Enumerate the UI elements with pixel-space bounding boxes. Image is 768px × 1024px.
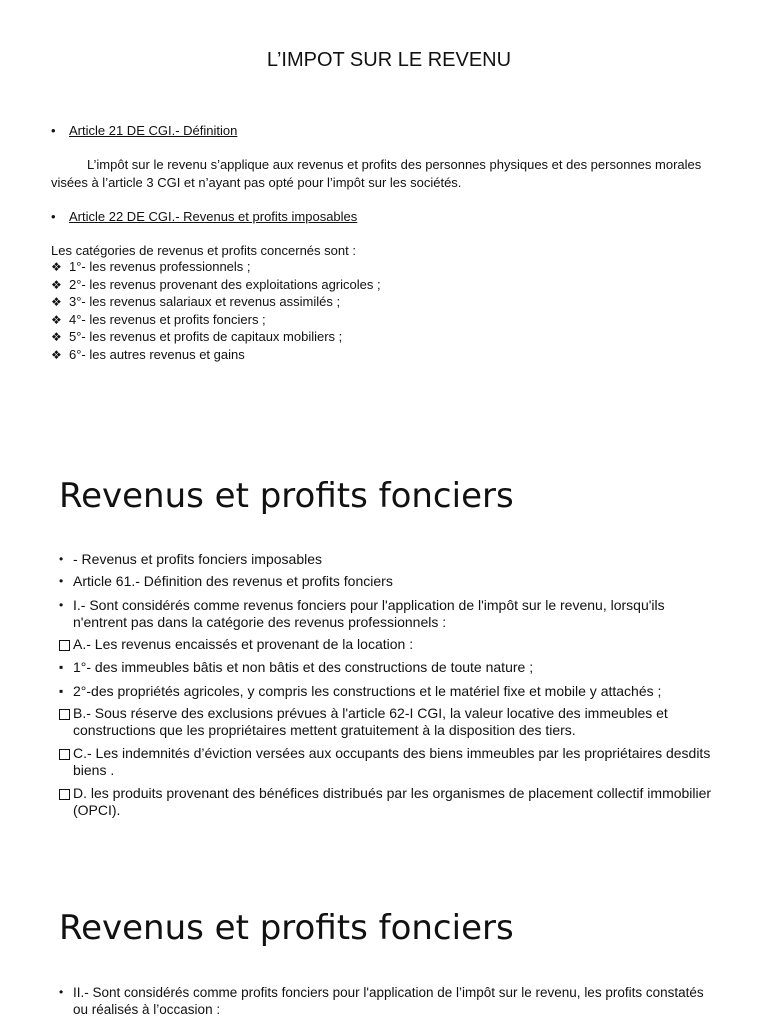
list-item: D. les produits provenant des bénéfices distribués par les organismes de placement collectif immobilier (OPCI). [59,785,719,819]
article-22-heading[interactable]: Article 22 DE CGI.- Revenus et profits imposables [69,209,358,224]
list-item: ❖ 4°- les revenus et profits fonciers ; [51,311,381,329]
list-item: ▪ 2°-des propriétés agricoles, y compris les constructions et le matériel fixe et mobile y attachés ; [59,683,662,699]
article-21-text: L’impôt sur le revenu s’applique aux revenus et profits des personnes physiques et des personnes morales visées à l’article 3 CGI et n’ayant pas opté pour l’impôt sur les sociétés. [51,157,702,190]
bullet-icon: • [59,985,64,999]
page-title: L’IMPOT SUR LE REVENU [266,49,512,71]
bullet-icon: • [59,552,64,566]
list-item: C.- Les indemnités d’éviction versées aux occupants des biens immeubles par les propriétaires desdits biens . [59,745,719,779]
diamond-bullet-icon: ❖ [51,277,62,292]
list-item: ▪ 1°- des immeubles bâtis et non bâtis et des constructions de toute nature ; [59,659,534,675]
article-21-paragraph [51,156,721,191]
diamond-bullet-icon: ❖ [51,260,62,274]
diamond-bullet-icon: ❖ [51,330,62,344]
bullet-icon: • [51,123,56,138]
list-item: A.- Les revenus encaissés et provenant de la location : [59,636,719,653]
list-item: ❖ 3°- les revenus salariaux et revenus assimilés ; [51,293,381,311]
list-item: ❖ 1°- les revenus professionnels ; [51,258,381,276]
list-item: • II.- Sont considérés comme profits fonciers pour l'application de l’impôt sur le revenu, les profits constatés ou réalisés à l’occasion : [59,985,704,1017]
square-bullet-icon: ▪ [59,660,64,674]
list-item: ❖ 2°- les revenus provenant des exploitations agricoles ; [51,276,381,294]
diamond-bullet-icon: ❖ [51,347,62,362]
checkbox-square-icon [59,749,70,760]
list-item: ❖ 5°- les revenus et profits de capitaux mobiliers ; [51,328,381,346]
diamond-bullet-icon: ❖ [51,295,62,309]
bullet-icon: • [59,598,64,612]
square-bullet-icon: ▪ [59,684,64,698]
categories-list [51,258,381,363]
checkbox-square-icon [59,789,70,800]
list-item: ❖ 6°- les autres revenus et gains [51,346,381,364]
bullet-icon: • [59,574,64,588]
section-heading-slide-2: Revenus et profits fonciers [59,476,514,516]
article-21-heading[interactable]: Article 21 DE CGI.- Définition [69,123,238,138]
checkbox-square-icon [59,709,70,720]
diamond-bullet-icon: ❖ [51,312,62,327]
checkbox-square-icon [59,640,70,651]
categories-intro: Les catégories de revenus et profits concernés sont : [51,243,356,258]
list-item: • I.- Sont considérés comme revenus fonciers pour l'application de l'impôt sur le revenu, lorsqu'ils n'entrent pas dans la catégorie des revenus professionnels : [59,597,665,630]
section-heading-slide-3: Revenus et profits fonciers [59,908,514,948]
bullet-icon: • [51,209,56,224]
list-item: • - Revenus et profits fonciers imposables [59,551,322,567]
list-item: • Article 61.- Définition des revenus et profits fonciers [59,573,393,589]
list-item: B.- Sous réserve des exclusions prévues à l'article 62-I CGI, la valeur locative des immeubles et constructions que les propriétaires mettent gratuitement à la disposition des tiers. [59,705,719,739]
